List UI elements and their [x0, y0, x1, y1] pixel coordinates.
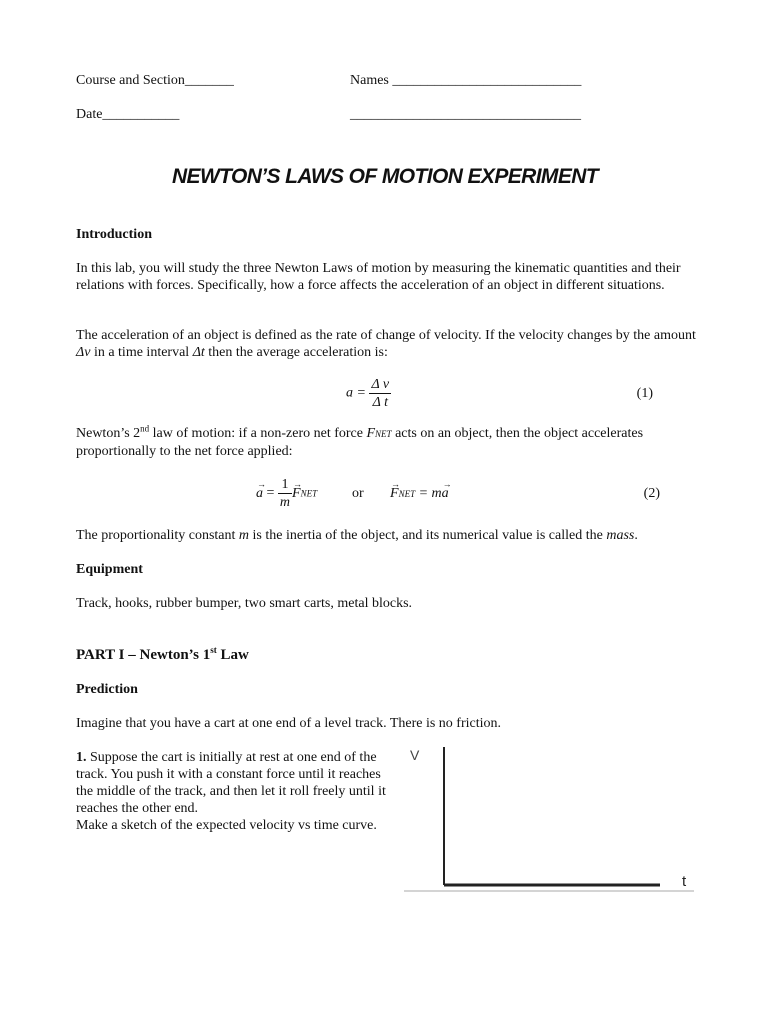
equation-1: a = $\frac{\text{Δ v}}{\text{Δ t}}$	[346, 377, 390, 410]
equipment-heading: Equipment	[76, 562, 143, 577]
names-field: Names ___________________________	[350, 73, 582, 88]
course-section-field: Course and Section_______	[76, 73, 234, 88]
equation-2-or: or	[352, 486, 364, 501]
x-axis-label: t	[682, 873, 687, 890]
y-axis-label: V	[410, 747, 420, 763]
eq2-numerator: 1	[278, 476, 292, 494]
equation-2: → a = $\frac{1}{m}$ → FNET	[256, 476, 317, 511]
names-field-line2: _________________________________	[350, 107, 581, 122]
velocity-time-graph[interactable]	[400, 740, 700, 900]
eq2-denominator: m	[279, 495, 291, 510]
equation-2-alt: → FNET = m→ a	[390, 485, 449, 503]
prediction-intro: Imagine that you have a cart at one end of a level track. There is no friction.	[76, 716, 502, 731]
equation-2-number: (2)	[643, 486, 660, 501]
mass-paragraph: The proportionality constant m is the inertia of the object, and its numerical value is called the mass.	[76, 528, 638, 543]
acceleration-definition-paragraph: The acceleration of an object is defined as the rate of change of velocity. If the velocity changes by the amount Δv in a time interval Δt then the average acceleration is:	[76, 328, 696, 360]
introduction-paragraph: In this lab, you will study the three Newton Laws of motion by measuring the kinematic quantities and their relations with forces. Specifically, how a force affects the acceleration of an object in different situations.	[76, 261, 681, 293]
page-title: NEWTON’S LAWS OF MOTION EXPERIMENT	[171, 165, 599, 188]
newton-second-law-paragraph: Newton’s 2nd law of motion: if a non-zero net force FNET acts on an object, then the object accelerates proportionally to the net force applied:	[76, 423, 644, 459]
prediction-heading: Prediction	[76, 682, 138, 697]
question-1: 1. Suppose the cart is initially at rest at one end of the track. You push it with a constant force until it reaches the middle of the track, and then let it roll freely until it reaches the other end. Make a sketch of the expected velocity vs time curve.	[76, 750, 386, 833]
equipment-list: Track, hooks, rubber bumper, two smart carts, metal blocks.	[76, 596, 413, 611]
equation-1-number: (1)	[636, 386, 653, 401]
part1-heading: PART I – Newton’s 1st Law	[76, 645, 249, 663]
date-field: Date___________	[76, 107, 180, 122]
introduction-heading: Introduction	[76, 227, 152, 242]
eq1-denominator: Δ t	[372, 395, 388, 410]
eq1-numerator: Δ v	[371, 377, 390, 392]
